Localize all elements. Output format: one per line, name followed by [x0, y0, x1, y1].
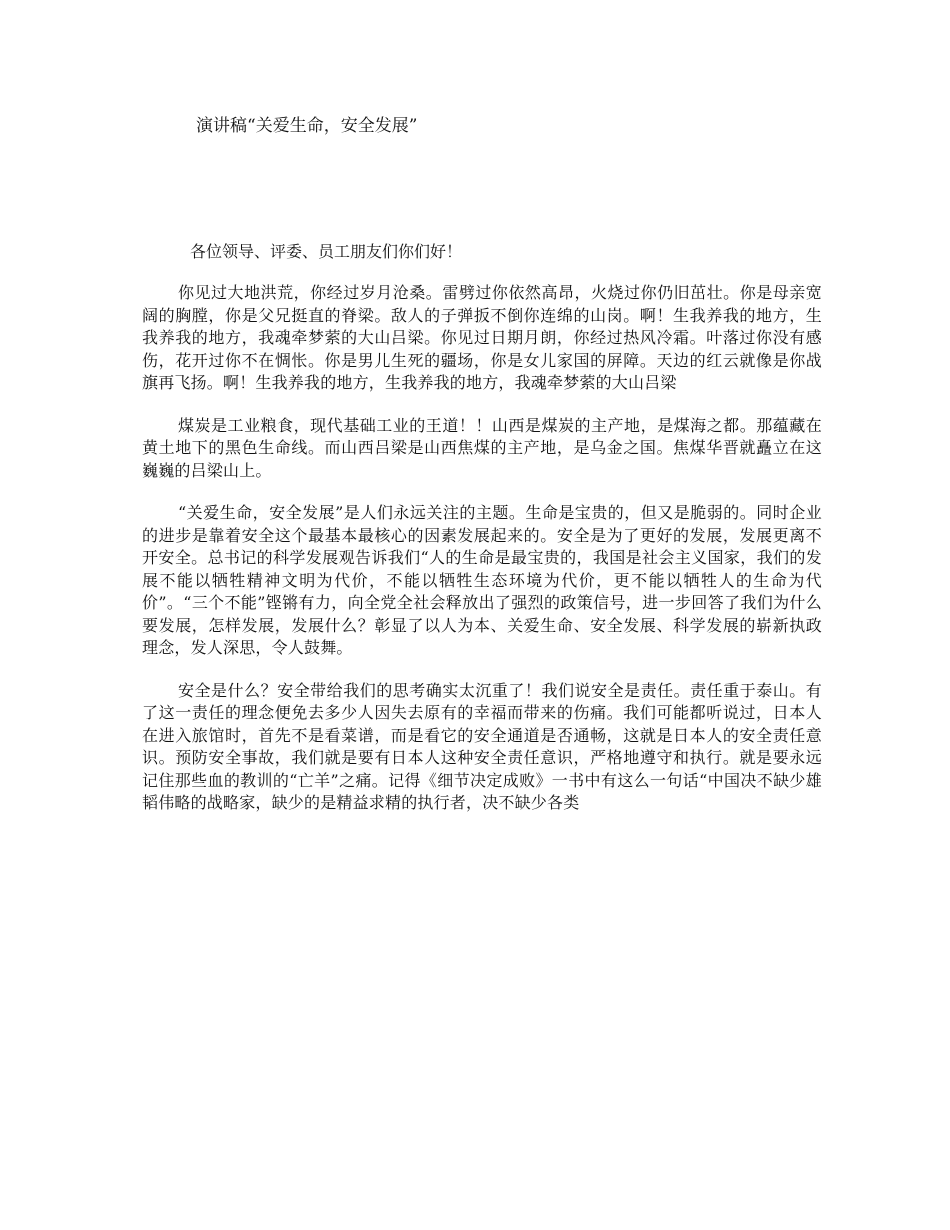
greeting-line: 各位领导、评委、员工朋友们你们好！ [190, 242, 463, 261]
document-title: 演讲稿“关爱生命，安全发展” [196, 116, 418, 136]
paragraph-2: 煤炭是工业粮食，现代基础工业的王道！！山西是煤炭的主产地，是煤海之都。那蕴藏在黄土地下的黑色生命线。而山西吕梁是山西焦煤的主产地，是乌金之国。焦煤华晋就矗立在这巍巍的吕梁山上。 [142, 415, 822, 480]
document-body [142, 282, 822, 835]
paragraph-3: “关爱生命，安全发展”是人们永远关注的主题。生命是宝贵的，但又是脆弱的。同时企业的进步是靠着安全这个最基本最核心的因素发展起来的。安全是为了更好的发展，发展更离不开安全。总书记的科学发展观告诉我们“人的生命是最宝贵的，我国是社会主义国家，我们的发展不能以牺牲精神文明为代价，不能以牺牲生态环境为代价，更不能以牺牲人的生命为代价”。“三个不能”铿锵有力，向全党全社会释放出了强烈的政策信号，进一步回答了我们为什么要发展，怎样发展，发展什么？彰显了以人为本、关爱生命、安全发展、科学发展的崭新执政理念，发人深思，令人鼓舞。 [142, 503, 822, 657]
paragraph-4: 安全是什么？安全带给我们的思考确实太沉重了！我们说安全是责任。责任重于泰山。有了这一责任的理念便免去多少人因失去原有的幸福而带来的伤痛。我们可能都听说过，日本人在进入旅馆时，首先不是看菜谱，而是看它的安全通道是否通畅，这就是日本人的安全责任意识。预防安全事故，我们就是要有日本人这种安全责任意识，严格地遵守和执行。就是要永远记住那些血的教训的“亡羊”之痛。记得《细节决定成败》一书中有这么一句话“中国决不缺少雄韬伟略的战略家，缺少的是精益求精的执行者，决不缺少各类 [142, 680, 822, 812]
paragraph-1: 你见过大地洪荒，你经过岁月沧桑。雷劈过你依然高昂，火烧过你仍旧茁壮。你是母亲宽阔的胸膛，你是父兄挺直的脊梁。敌人的子弹扳不倒你连绵的山岗。啊！生我养我的地方，生我养我的地方，我魂牵梦萦的大山吕梁。你见过日期月朗，你经过热风冷霜。叶落过你没有感伤，花开过你不在惆怅。你是男儿生死的疆场，你是女儿家国的屏障。天边的红云就像是你战旗再飞扬。啊！生我养我的地方，生我养我的地方，我魂牵梦萦的大山吕梁 [142, 283, 822, 392]
